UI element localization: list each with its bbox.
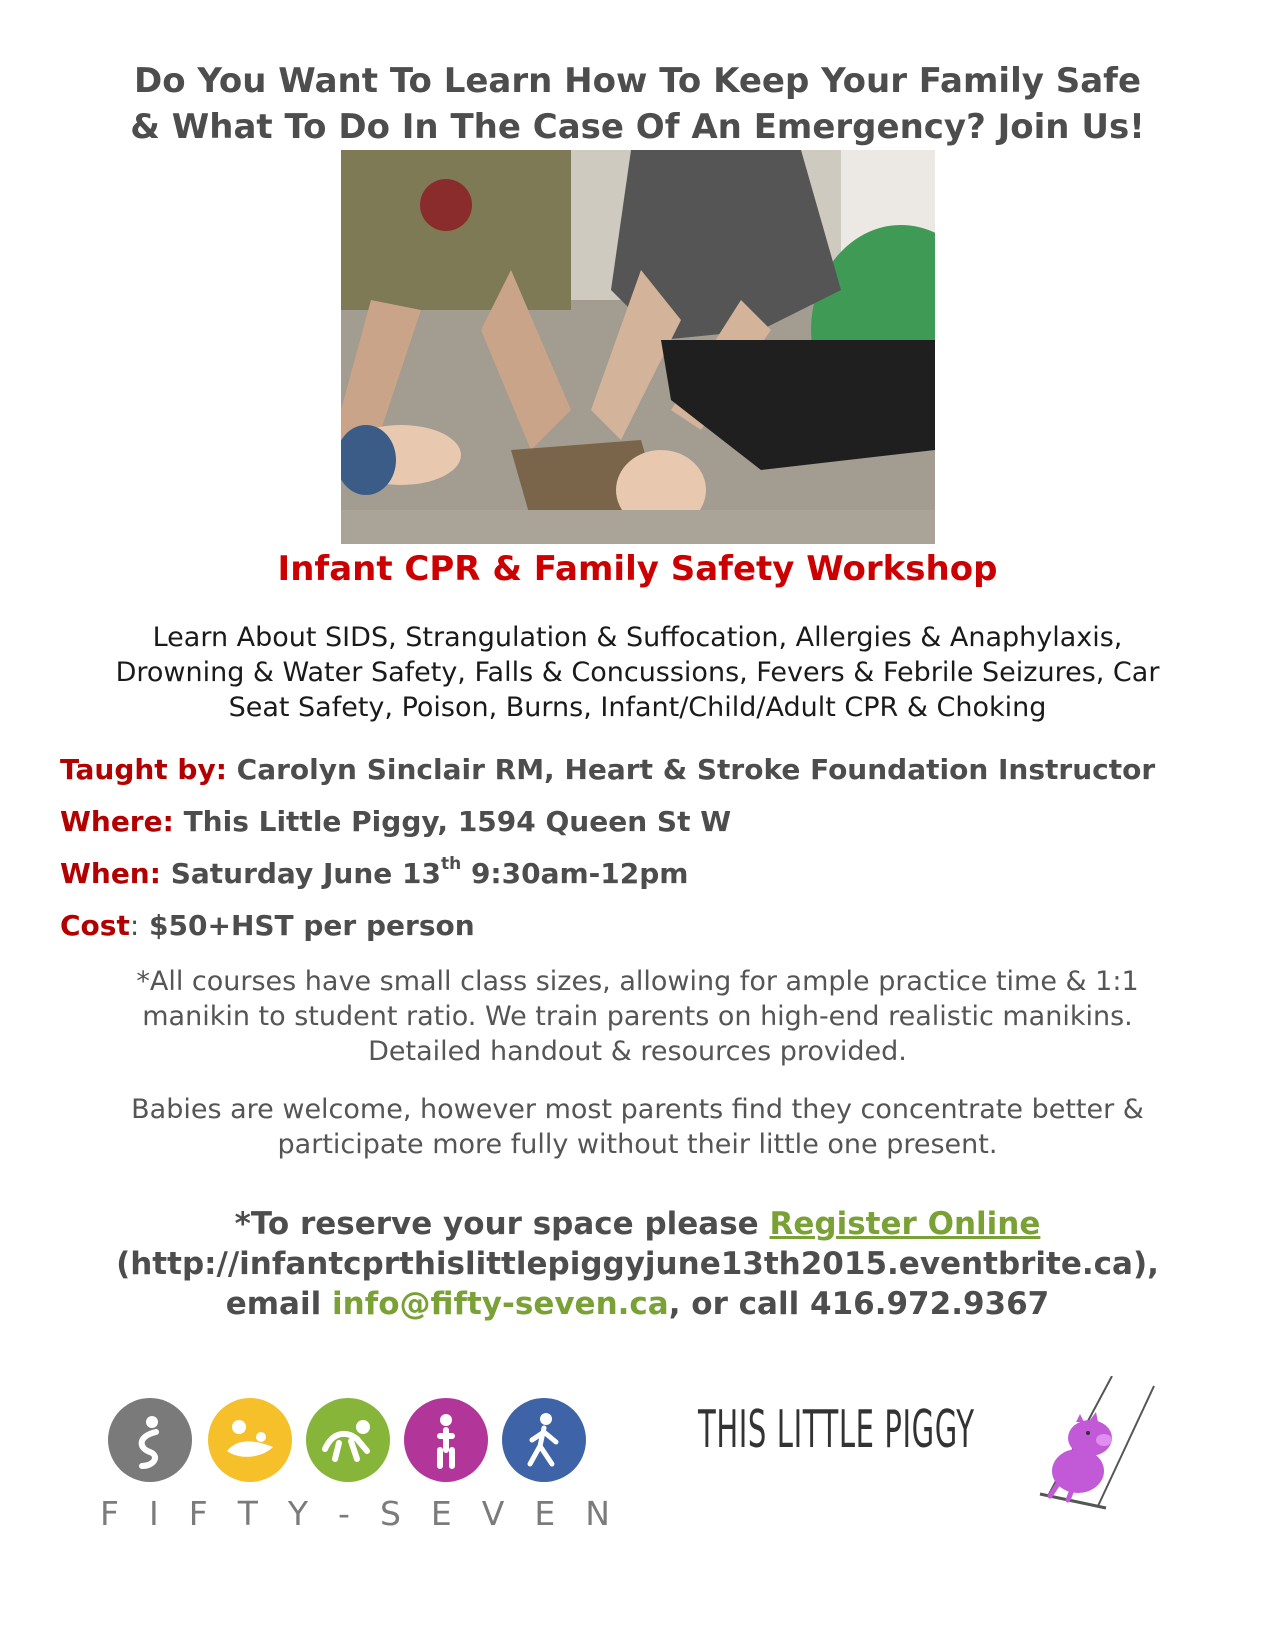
fifty-seven-letter: I bbox=[148, 1494, 159, 1533]
standing-child-icon bbox=[404, 1398, 488, 1482]
babies-note bbox=[40, 1092, 1235, 1162]
call-phone: , or call 416.972.9367 bbox=[668, 1286, 1050, 1322]
walking-person-icon bbox=[502, 1398, 586, 1482]
headline bbox=[40, 58, 1235, 150]
when-date: Saturday June 13 bbox=[170, 857, 441, 890]
headline-line-2: & What To Do In The Case Of An Emergency? Join Us! bbox=[130, 107, 1145, 147]
topics-list bbox=[40, 620, 1235, 725]
fifty-seven-letter: Y bbox=[287, 1494, 309, 1533]
reservation-info bbox=[30, 1204, 1245, 1324]
reserve-line-3 bbox=[30, 1284, 1245, 1324]
fifty-seven-letter: E bbox=[534, 1494, 556, 1533]
email-link[interactable]: info@fifty-seven.ca bbox=[332, 1286, 669, 1322]
this-little-piggy-wordmark: THIS LITTLE PIGGY bbox=[698, 1400, 975, 1460]
fifty-seven-wordmark bbox=[100, 1494, 610, 1533]
cpr-training-photo bbox=[341, 150, 935, 544]
when-row bbox=[60, 853, 1235, 892]
babies-note-line-2: participate more fully without their little one present. bbox=[277, 1129, 998, 1160]
topics-line-2: Drowning & Water Safety, Falls & Concussions, Fevers & Febrile Seizures, Car bbox=[115, 657, 1160, 688]
taught-by-value: Carolyn Sinclair RM, Heart & Stroke Foundation Instructor bbox=[236, 753, 1156, 786]
headline-line-1: Do You Want To Learn How To Keep Your Family Safe bbox=[133, 61, 1142, 101]
pig-on-swing-icon bbox=[1028, 1376, 1158, 1516]
reserve-line-1 bbox=[30, 1204, 1245, 1244]
fifty-seven-letter: T bbox=[237, 1494, 258, 1533]
cost-row bbox=[60, 908, 1235, 944]
class-note-line-3: Detailed handout & resources provided. bbox=[368, 1036, 907, 1067]
nursing-mother-icon bbox=[208, 1398, 292, 1482]
fifty-seven-letter: V bbox=[481, 1494, 505, 1533]
person-curve-icon bbox=[108, 1398, 192, 1482]
where-label: Where: bbox=[60, 805, 174, 838]
fifty-seven-letter: - bbox=[338, 1494, 350, 1533]
taught-by-label: Taught by: bbox=[60, 753, 227, 786]
babies-note-line-1: Babies are welcome, however most parents find they concentrate better & bbox=[131, 1094, 1144, 1125]
where-row bbox=[60, 804, 1235, 840]
taught-by-row bbox=[60, 752, 1235, 788]
cost-label: Cost bbox=[60, 909, 130, 942]
topics-line-3: Seat Safety, Poison, Burns, Infant/Child/Adult CPR & Choking bbox=[228, 692, 1047, 723]
topics-line-1: Learn About SIDS, Strangulation & Suffocation, Allergies & Anaphylaxis, bbox=[152, 622, 1123, 653]
when-date-suffix: th bbox=[440, 853, 462, 874]
cost-colon: : bbox=[129, 909, 140, 942]
fifty-seven-letter: F bbox=[100, 1494, 119, 1533]
class-note-line-1: *All courses have small class sizes, allowing for ample practice time & 1:1 bbox=[136, 966, 1139, 997]
register-online-link[interactable]: Register Online bbox=[769, 1206, 1041, 1242]
crawling-baby-icon bbox=[306, 1398, 390, 1482]
fifty-seven-letter: F bbox=[188, 1494, 208, 1533]
when-time: 9:30am-12pm bbox=[470, 857, 689, 890]
fifty-seven-letter: S bbox=[379, 1494, 401, 1533]
email-prefix: email bbox=[225, 1286, 333, 1322]
fifty-seven-letter: E bbox=[430, 1494, 452, 1533]
reserve-url: (http://infantcprthislittlepiggyjune13th2015.eventbrite.ca), bbox=[116, 1246, 1159, 1282]
photo-illustration bbox=[341, 150, 935, 544]
cost-value: $50+HST per person bbox=[149, 909, 475, 942]
class-note-line-2: manikin to student ratio. We train parents on high-end realistic manikins. bbox=[142, 1001, 1133, 1032]
reserve-prefix: *To reserve your space please bbox=[234, 1206, 770, 1242]
fifty-seven-letter: N bbox=[585, 1494, 610, 1533]
workshop-title: Infant CPR & Family Safety Workshop bbox=[277, 549, 998, 589]
where-value: This Little Piggy, 1594 Queen St W bbox=[183, 805, 732, 838]
when-label: When: bbox=[60, 857, 161, 890]
sponsor-logos bbox=[0, 1380, 1275, 1580]
class-size-note bbox=[40, 964, 1235, 1069]
